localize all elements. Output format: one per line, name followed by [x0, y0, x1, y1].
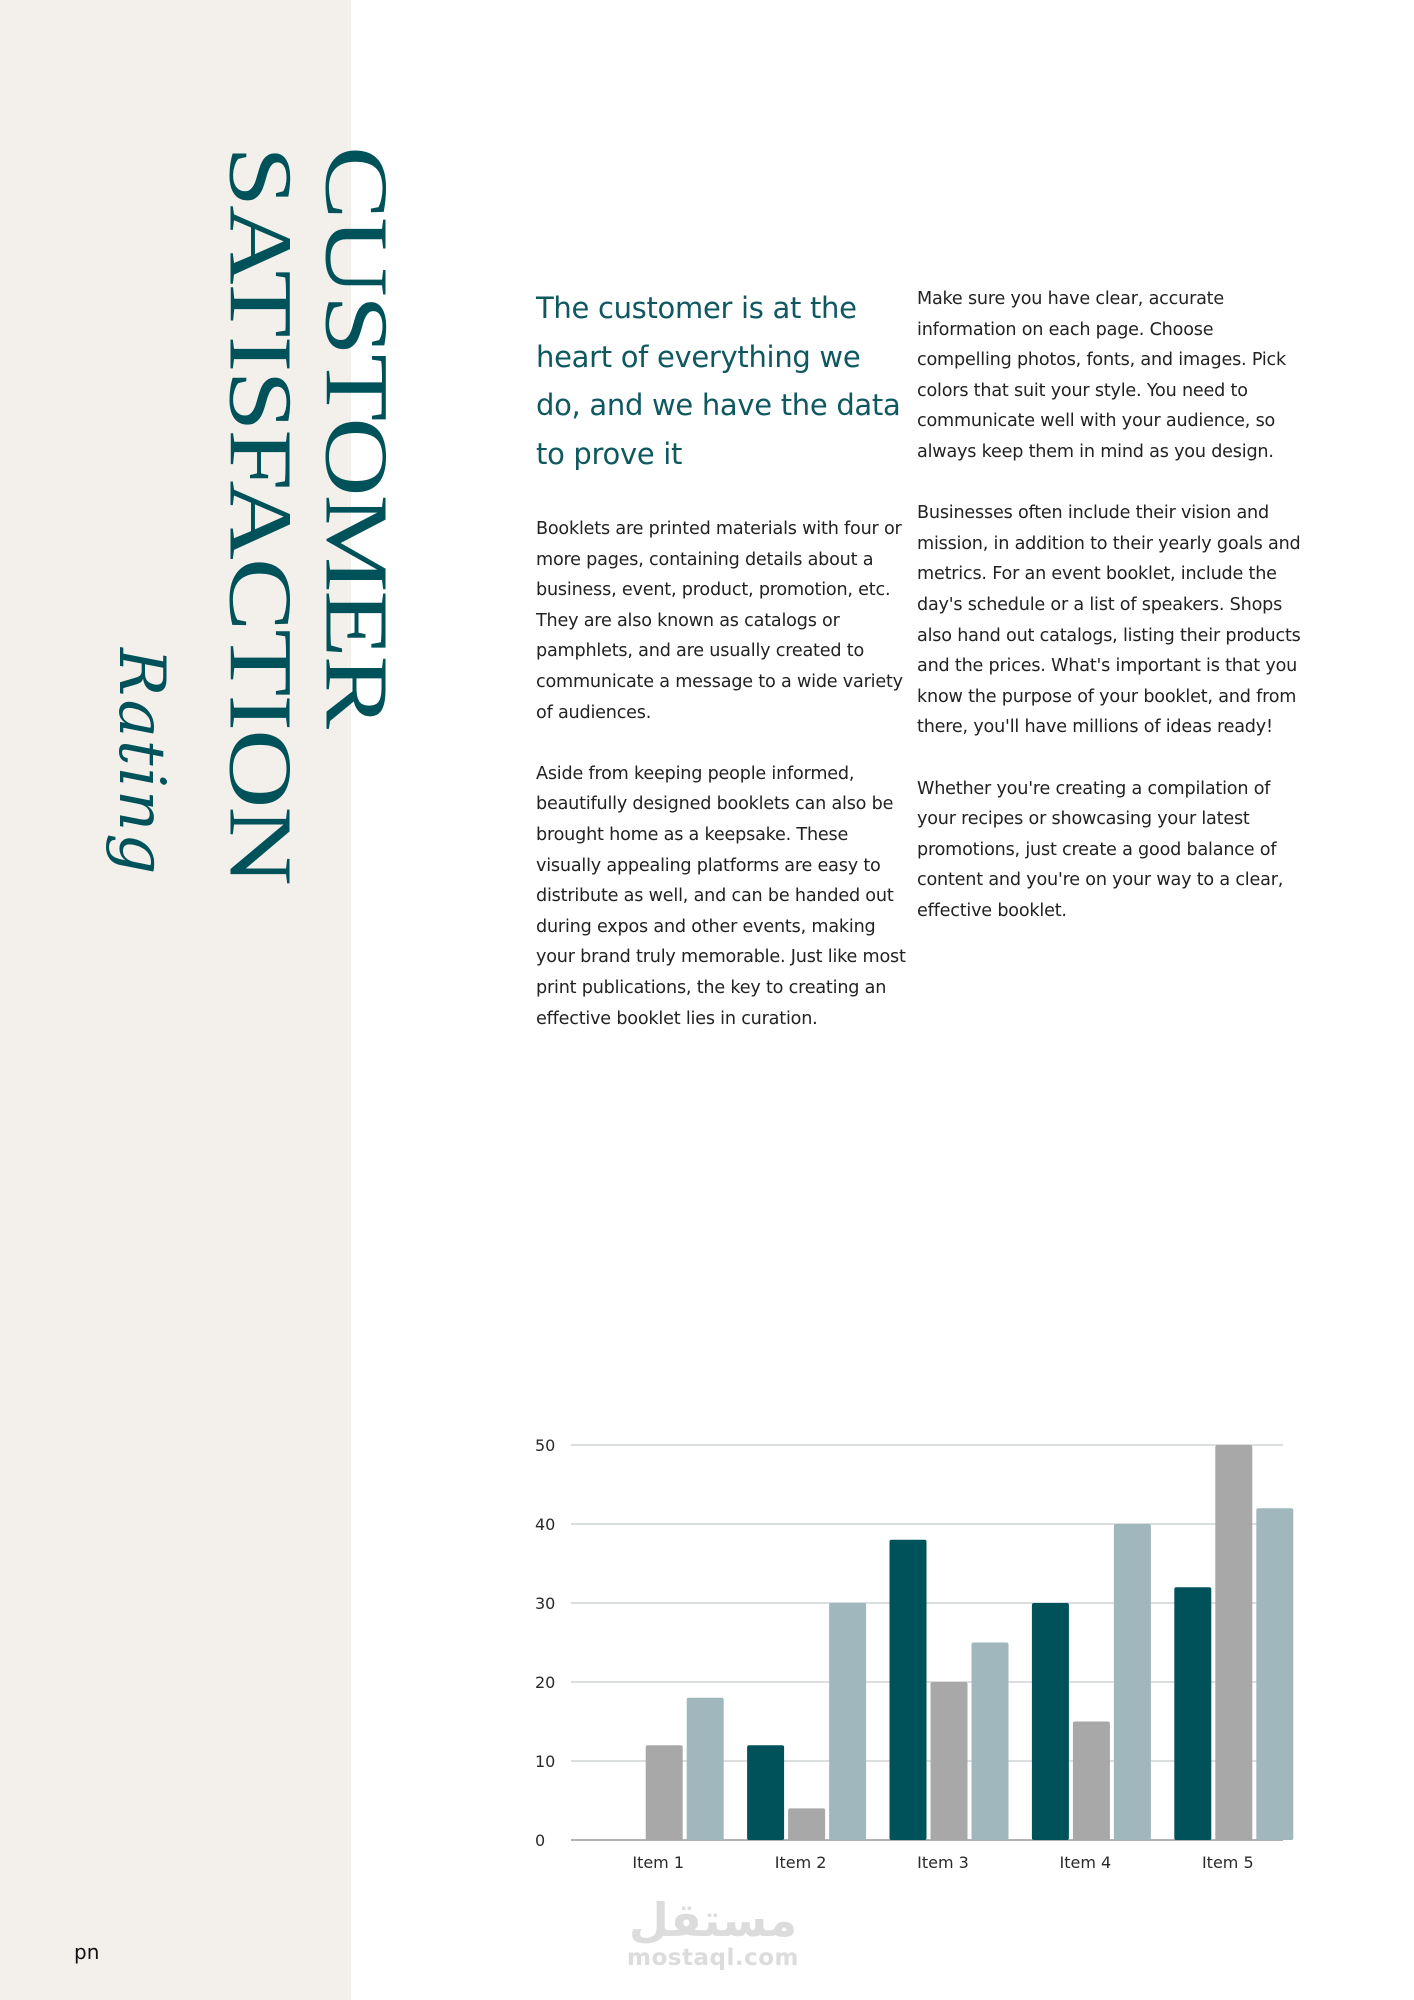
page-number: pn — [74, 1940, 100, 1964]
title-satisfaction: SATISFACTION — [210, 146, 311, 884]
bar — [687, 1698, 724, 1840]
bar — [829, 1603, 866, 1840]
headline: The customer is at the heart of everything we do, and we have the data to prove it — [536, 291, 901, 471]
bar — [1032, 1603, 1069, 1840]
watermark-logo — [613, 1895, 813, 1971]
y-tick-label: 40 — [535, 1515, 556, 1534]
bar-chart-canvas — [520, 1420, 1300, 1880]
y-tick-label: 30 — [535, 1594, 556, 1613]
bar — [1215, 1445, 1252, 1840]
y-tick-label: 50 — [535, 1436, 556, 1455]
bar — [646, 1745, 683, 1840]
x-tick-label: Item 5 — [1201, 1853, 1254, 1872]
paragraph: Whether you're creating a compilation of your recipes or showcasing your latest promotions, just create a good balance of content and you're on your way to a clear, effective booklet. — [917, 778, 1284, 921]
paragraph: Aside from keeping people informed, beautifully designed booklets can also be brought home as a keepsake. These visually appealing platforms are easy to distribute as well, and can be handed out during expos and other events, making your brand truly memorable. Just like most print publications, the key to creating an effective booklet lies in curation. — [536, 763, 906, 1029]
x-tick-label: Item 3 — [917, 1853, 969, 1872]
bar — [1256, 1508, 1293, 1840]
bar — [972, 1643, 1009, 1841]
watermark-arabic: مستقل — [628, 1893, 798, 1947]
bar — [747, 1745, 784, 1840]
bar — [890, 1540, 927, 1840]
bar-chart — [520, 1420, 1300, 1880]
title-script-rating: Rating — [104, 648, 178, 877]
bar — [1114, 1524, 1151, 1840]
bar — [1174, 1587, 1211, 1840]
body-column-left — [536, 514, 906, 1065]
x-tick-label: Item 2 — [774, 1853, 827, 1872]
bar — [931, 1682, 968, 1840]
bar — [788, 1808, 825, 1840]
x-tick-label: Item 1 — [632, 1853, 685, 1872]
paragraph: Make sure you have clear, accurate information on each page. Choose compelling photos, fonts, and images. Pick colors that suit your style. You need to communicate well with your audience, so always keep them in mind as you design. — [917, 289, 1287, 462]
y-tick-label: 0 — [535, 1831, 546, 1850]
title-customer: CUSTOMER — [306, 146, 407, 727]
watermark-latin: mostaql.com — [627, 1945, 799, 1971]
body-column-right — [917, 284, 1302, 957]
y-tick-label: 10 — [535, 1752, 556, 1771]
y-tick-label: 20 — [535, 1673, 556, 1692]
bar — [1073, 1722, 1110, 1841]
paragraph: Booklets are printed materials with four or more pages, containing details about a business, event, product, promotion, etc. They are also known as catalogs or pamphlets, and are usually created to communicate a message to a wide variety of audiences. — [536, 519, 903, 723]
x-tick-label: Item 4 — [1059, 1853, 1112, 1872]
paragraph: Businesses often include their vision and mission, in addition to their yearly goals and metrics. For an event booklet, include the day's schedule or a list of speakers. Shops also hand out catalogs, listing their products and the prices. What's important is that you know the purpose of your booklet, and from there, you'll have millions of ideas ready! — [917, 503, 1301, 738]
